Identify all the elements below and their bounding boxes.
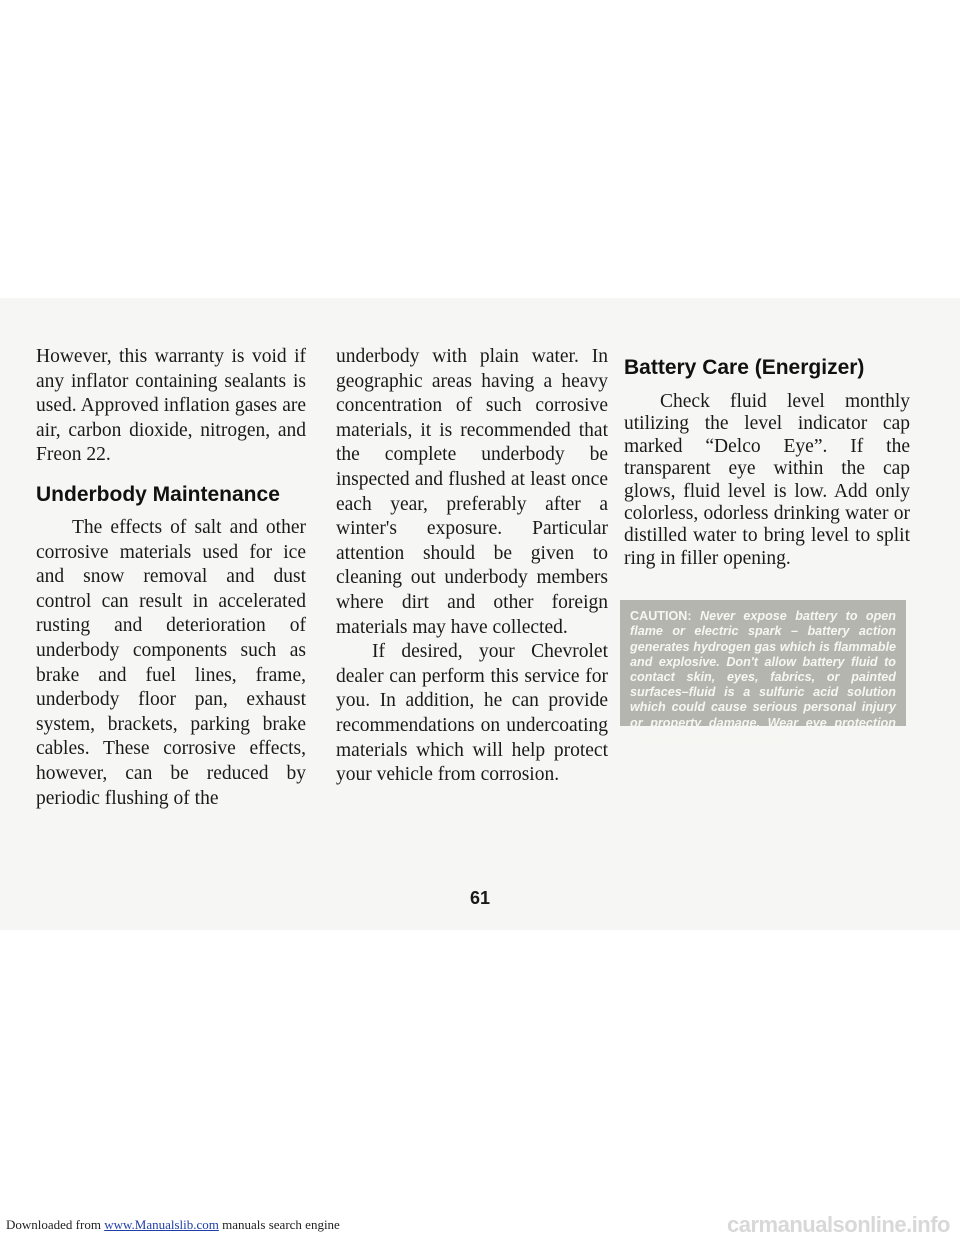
- battery-paragraph: Check fluid level monthly utilizing the level indicator cap marked “Delco Eye”. If the transparent eye within the cap glows, fluid level is low. Add only colorless, odorless drinking water or distilled water to bring level to split ring in filler opening.: [624, 391, 910, 569]
- caution-text: Never expose battery to open flame or electric spark – battery action generates hydrogen gas which is flammable and explosive. Don't allow battery fluid to contact skin, eyes, fabrics, or painted surfaces–fluid is a sulfuric acid solution which could cause serious personal injury or property damage. Wear eye protection when working with battery.: [630, 609, 897, 745]
- dealer-paragraph: If desired, your Chevrolet dealer can perform this service for you. In addition, he can provide recommendations on undercoating materials which will help protect your vehicle from corrosion.: [336, 641, 608, 786]
- column-3: [624, 355, 910, 745]
- column-2: [336, 345, 608, 788]
- footer: [0, 1212, 960, 1238]
- caution-box: [620, 600, 906, 745]
- watermark: carmanualsonline.info: [727, 1212, 950, 1237]
- flushing-paragraph: underbody with plain water. In geographic areas having a heavy concentration of such corrosive materials, it is recommended that the complete underbody be inspected and flushed at least once each year, preferably after a winter's exposure. Particular attention should be given to cleaning out underbody members where dirt and other foreign materials may have collected.: [336, 346, 608, 638]
- download-prefix: Downloaded from: [6, 1217, 105, 1232]
- underbody-paragraph: The effects of salt and other corrosive materials used for ice and snow removal and dust control can result in accelerated rusting and deterioration of underbody components such as brake and fuel lines, frame, underbody floor pan, exhaust system, brackets, parking brake cables. These corrosive effects, however, can be reduced by periodic flushing of the: [36, 516, 306, 809]
- underbody-heading: Underbody Maintenance: [36, 482, 280, 506]
- battery-heading: Battery Care (Energizer): [624, 356, 865, 379]
- caution-label: CAUTION:: [630, 609, 692, 624]
- column-1: [36, 345, 306, 811]
- download-suffix: manuals search engine: [218, 1217, 340, 1232]
- manualslib-link[interactable]: www.Manualslib.com: [104, 1217, 219, 1232]
- page-number: 61: [469, 888, 491, 908]
- download-notice: [6, 1217, 340, 1233]
- warranty-paragraph: However, this warranty is void if any inflator containing sealants is used. Approved inflation gases are air, carbon dioxide, nitrogen, and Freon 22.: [36, 346, 306, 466]
